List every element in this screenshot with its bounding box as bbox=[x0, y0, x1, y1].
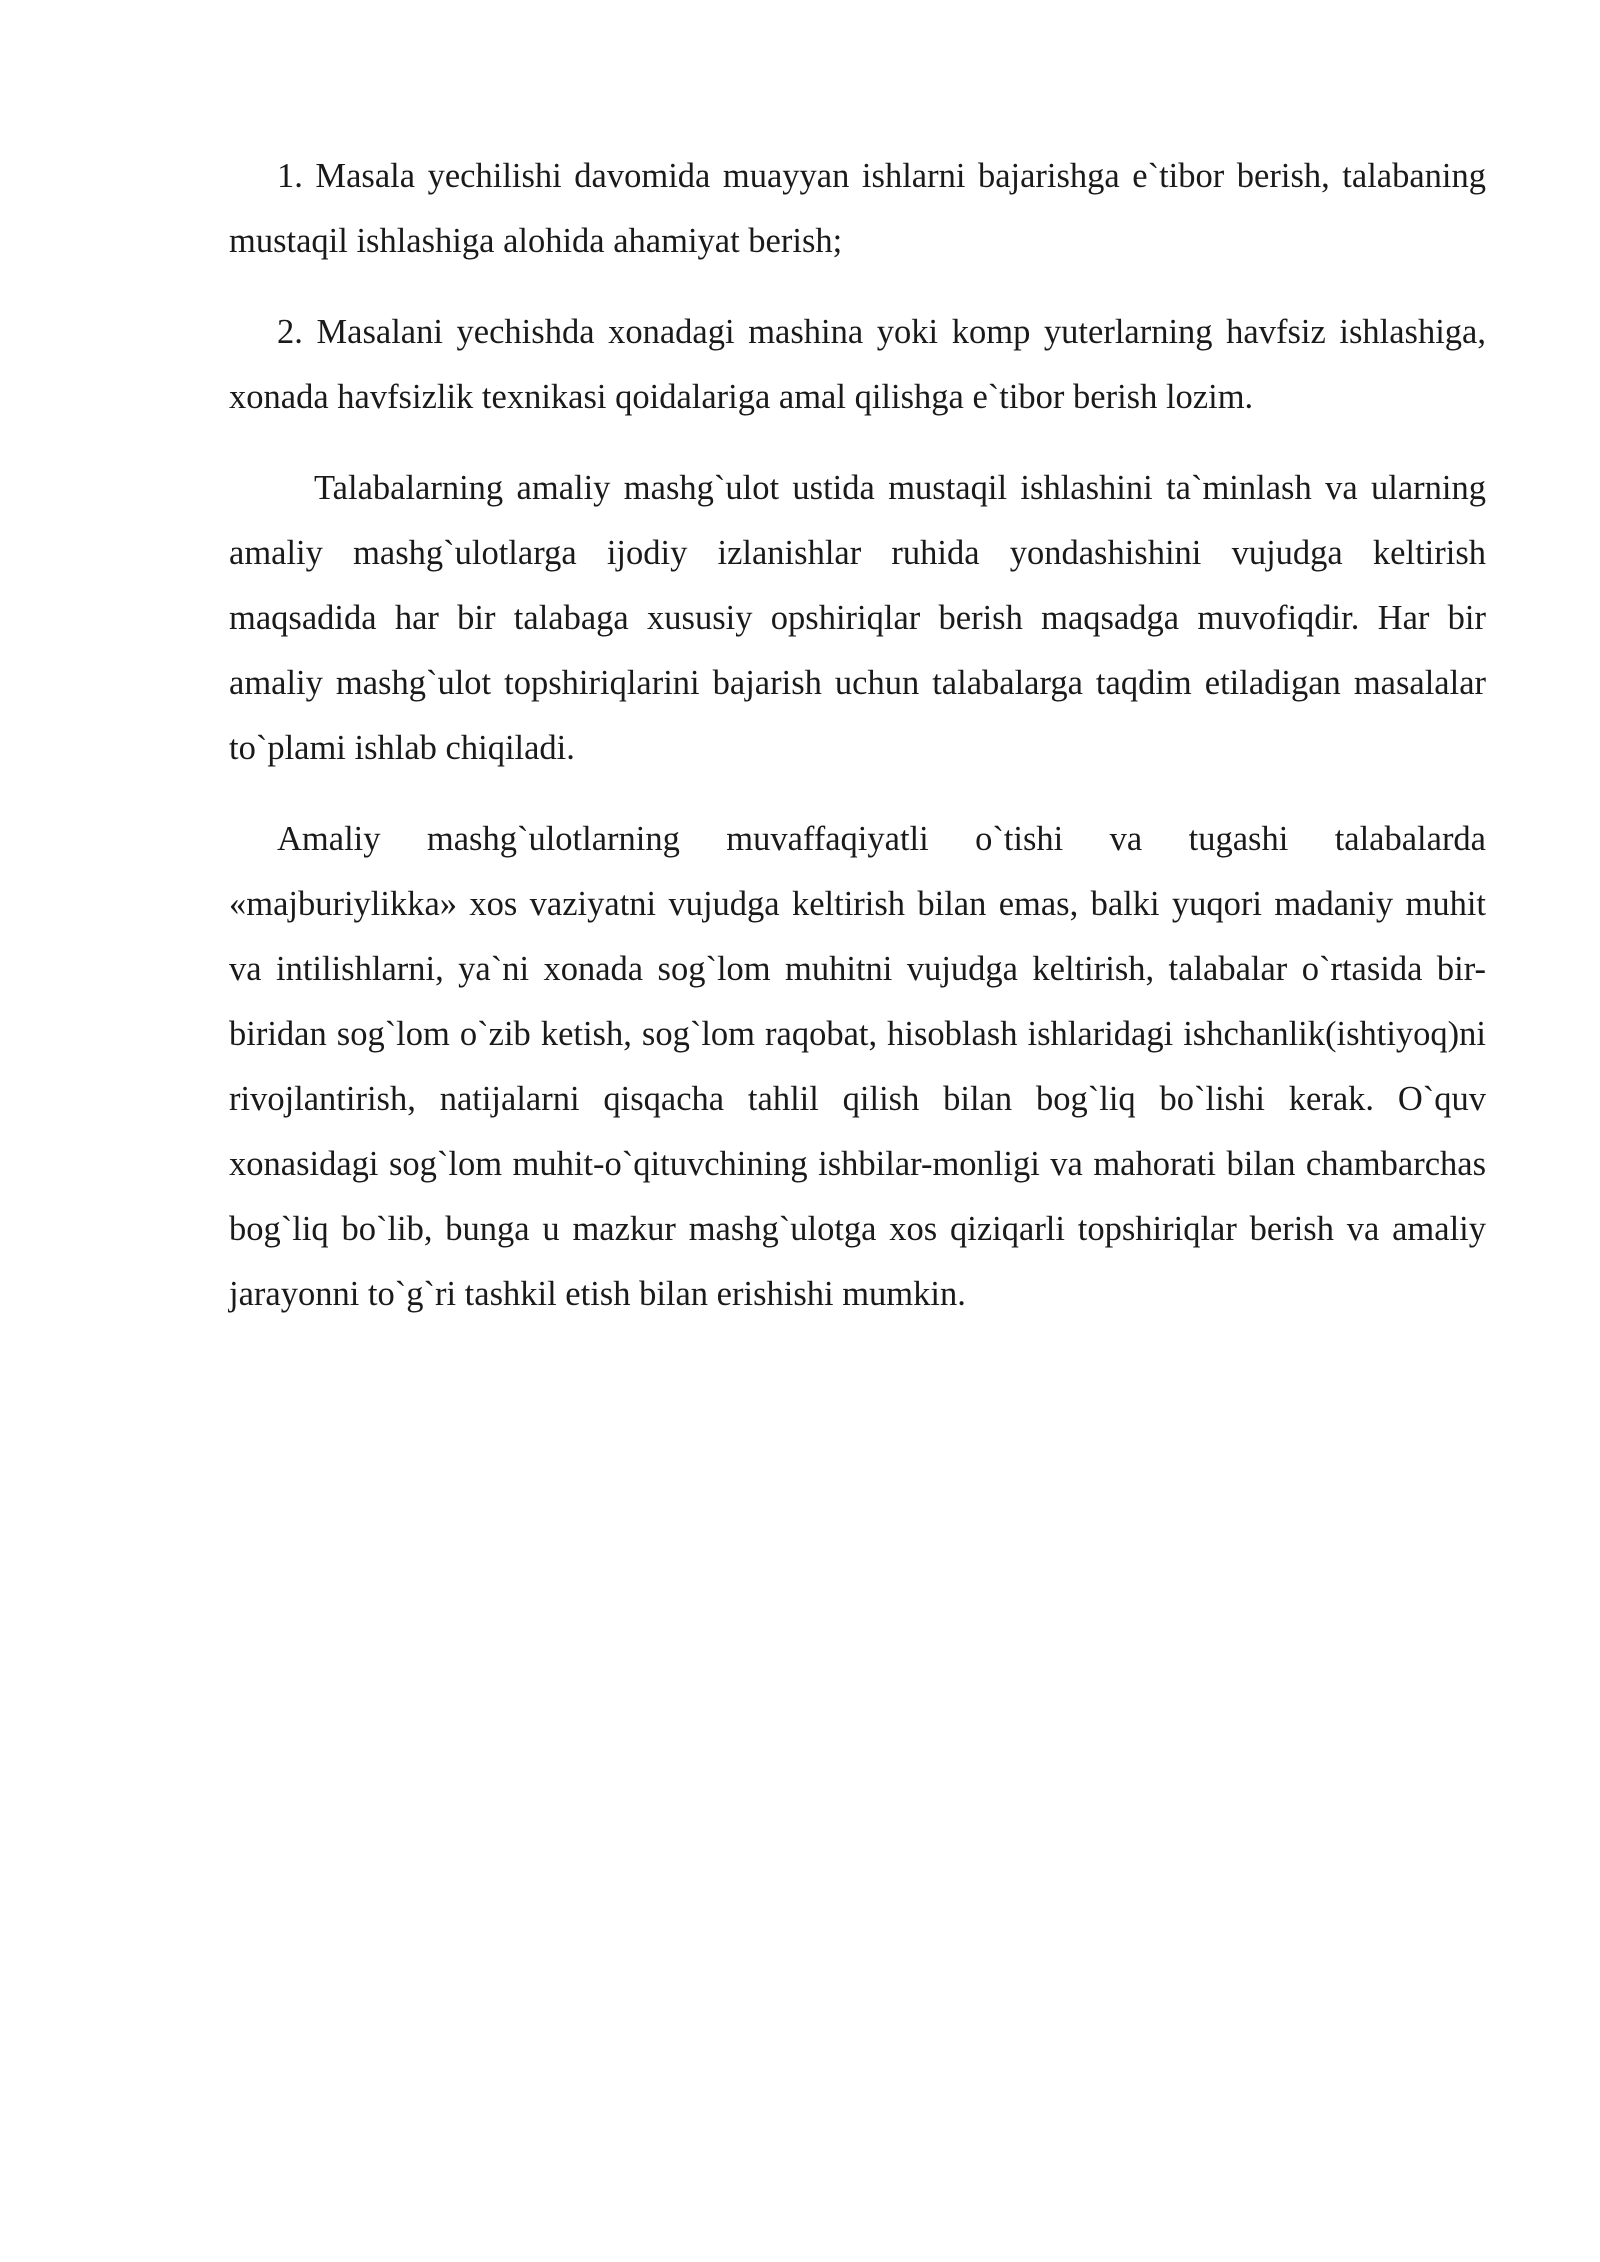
document-body bbox=[229, 144, 1486, 1353]
paragraph-practical-sessions: Amaliy mashg`ulotlarning muvaffaqiyatli o`tishi va tugashi talabalarda «majburiylikka» xos vaziyatni vujudga keltirish bilan emas, balki yuqori madaniy muhit va intilishlarni, ya`ni xonada sog`lom muhitni vujudga keltirish, talabalar o`rtasida bir-biridan sog`lom o`zib ketish, sog`lom raqobat, hisoblash ishlaridagi ishchanlik(ishtiyoq)ni rivojlantirish, natijalarni qisqacha tahlil qilish bilan bog`liq bo`lishi kerak. O`quv xonasidagi sog`lom muhit-o`qituvchining ishbilar-monligi va mahorati bilan chambarchas bog`liq bo`lib, bunga u mazkur mashg`ulotga xos qiziqarli topshiriqlar berish va amaliy jarayonni to`g`ri tashkil etish bilan erishishi mumkin. bbox=[229, 820, 1486, 1313]
list-item-2: 2. Masalani yechishda xonadagi mashina yoki komp yuterlarning havfsiz ishlashiga, xonada havfsizlik texnikasi qoidalariga amal qilishga e`tibor berish lozim. bbox=[229, 313, 1486, 416]
list-item-1: 1. Masala yechilishi davomida muayyan ishlarni bajarishga e`tibor berish, talabaning mustaqil ishlashiga alohida ahamiyat berish; bbox=[229, 157, 1486, 260]
paragraph-independent-work: Talabalarning amaliy mashg`ulot ustida mustaqil ishlashini ta`minlash va ularning amaliy mashg`ulotlarga ijodiy izlanishlar ruhida yondashishini vujudga keltirish maqsadida har bir talabaga xususiy opshiriqlar berish maqsadga muvofiqdir. Har bir amaliy mashg`ulot topshiriqlarini bajarish uchun talabalarga taqdim etiladigan masalalar to`plami ishlab chiqiladi. bbox=[229, 469, 1486, 767]
